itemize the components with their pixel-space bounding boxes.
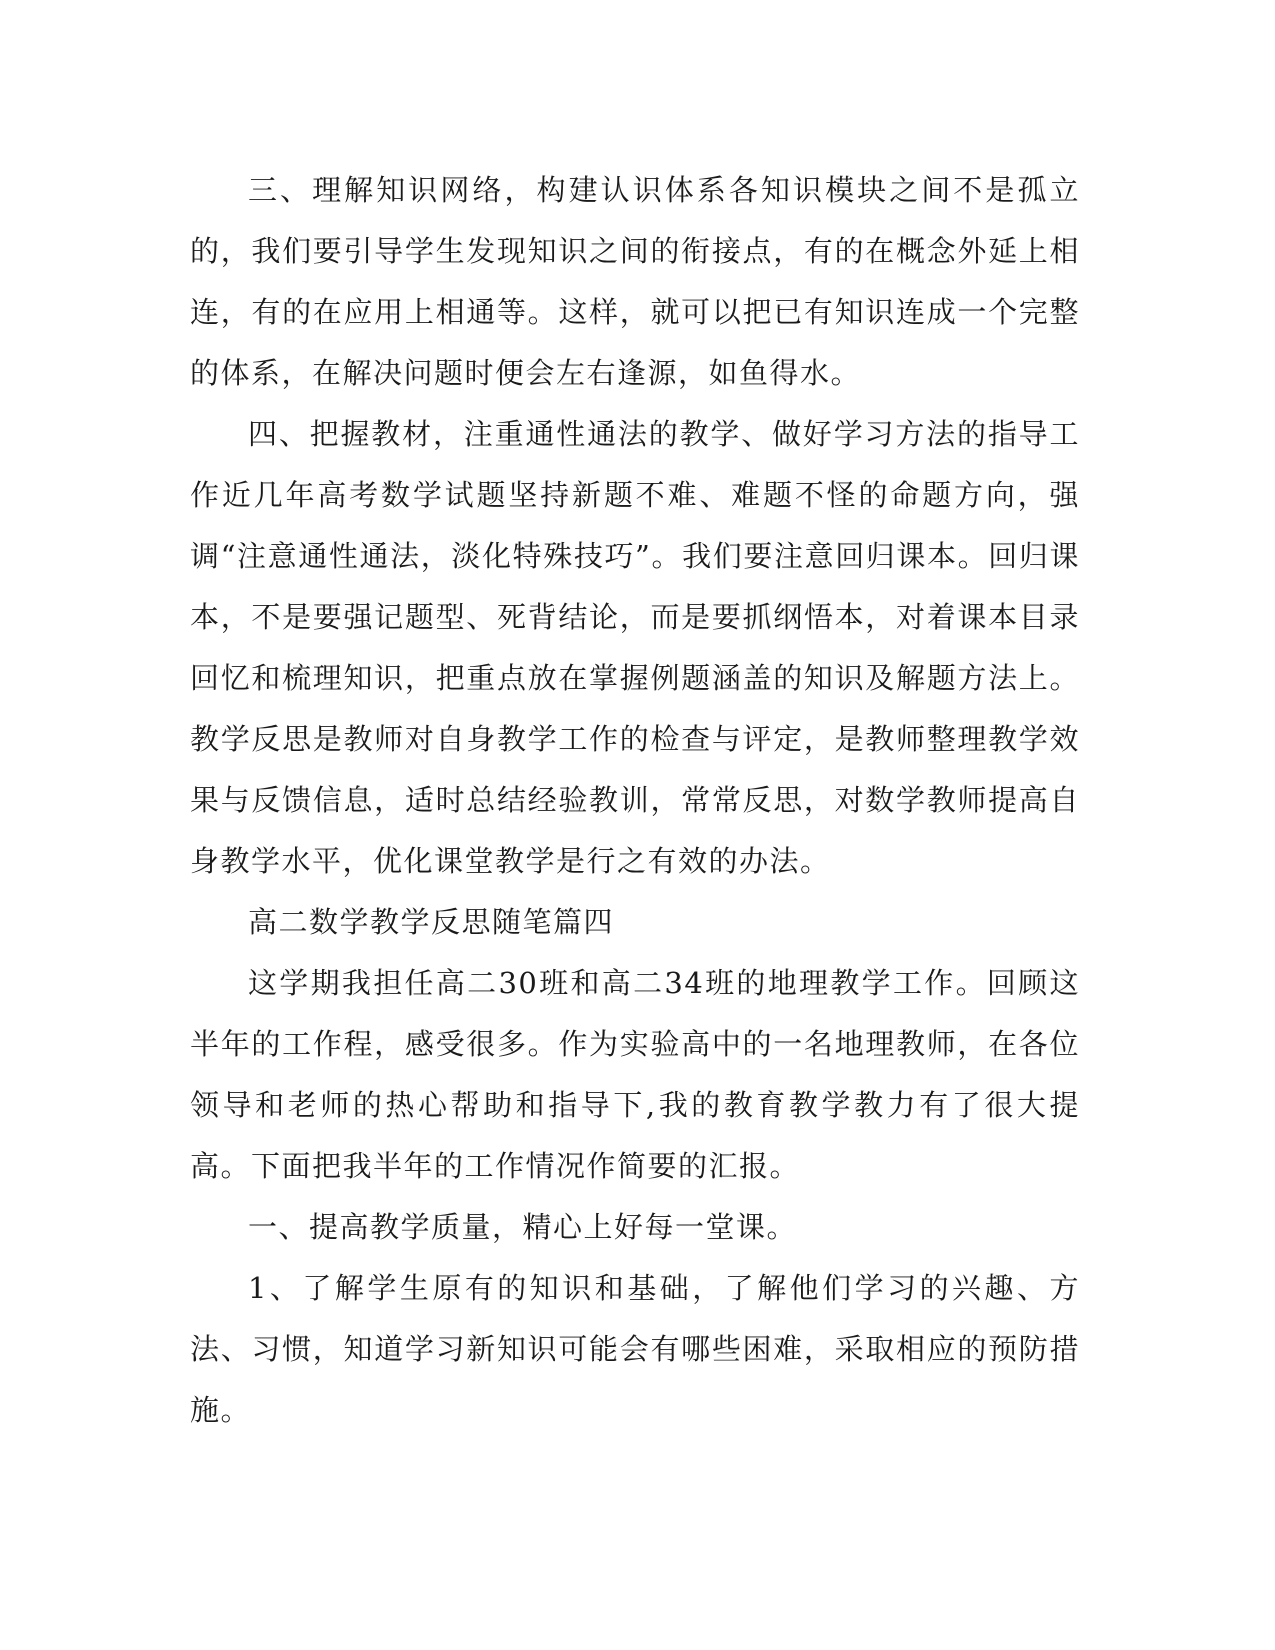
paragraph-student-knowledge: 1、了解学生原有的知识和基础，了解他们学习的兴趣、方法、习惯，知道学习新知识可能会有哪些困难，采取相应的预防措施。: [190, 1271, 1080, 1427]
paragraph-textbook-methods: 四、把握教材，注重通性通法的教学、做好学习方法的指导工作近几年高考数学试题坚持新题不难、难题不怪的命题方向，强调“注意通性通法，淡化特殊技巧”。我们要注意回归课本。回归课本，不是要强记题型、死背结论，而是要抓纲悟本，对着课本目录回忆和梳理知识，把重点放在掌握例题涵盖的知识及解题方法上。教学反思是教师对自身教学工作的检查与评定，是教师整理教学效果与反馈信息，适时总结经验教训，常常反思，对数学教师提高自身教学水平，优化课堂教学是行之有效的办法。: [190, 417, 1080, 878]
paragraph-teaching-quality: 一、提高教学质量，精心上好每一堂课。: [248, 1210, 798, 1244]
paragraph-knowledge-network: 三、理解知识网络，构建认识体系各知识模块之间不是孤立的，我们要引导学生发现知识之间的衔接点，有的在概念外延上相连，有的在应用上相通等。这样，就可以把已有知识连成一个完整的体系，在解决问题时便会左右逢源，如鱼得水。: [190, 173, 1080, 390]
section-heading: 高二数学教学反思随笔篇四: [248, 905, 615, 939]
document-body: [190, 160, 1080, 1441]
paragraph-semester-intro: 这学期我担任高二30班和高二34班的地理教学工作。回顾这半年的工作程，感受很多。作为实验高中的一名地理教师，在各位领导和老师的热心帮助和指导下,我的教育教学教力有了很大提高。下面把我半年的工作情况作简要的汇报。: [190, 966, 1080, 1183]
